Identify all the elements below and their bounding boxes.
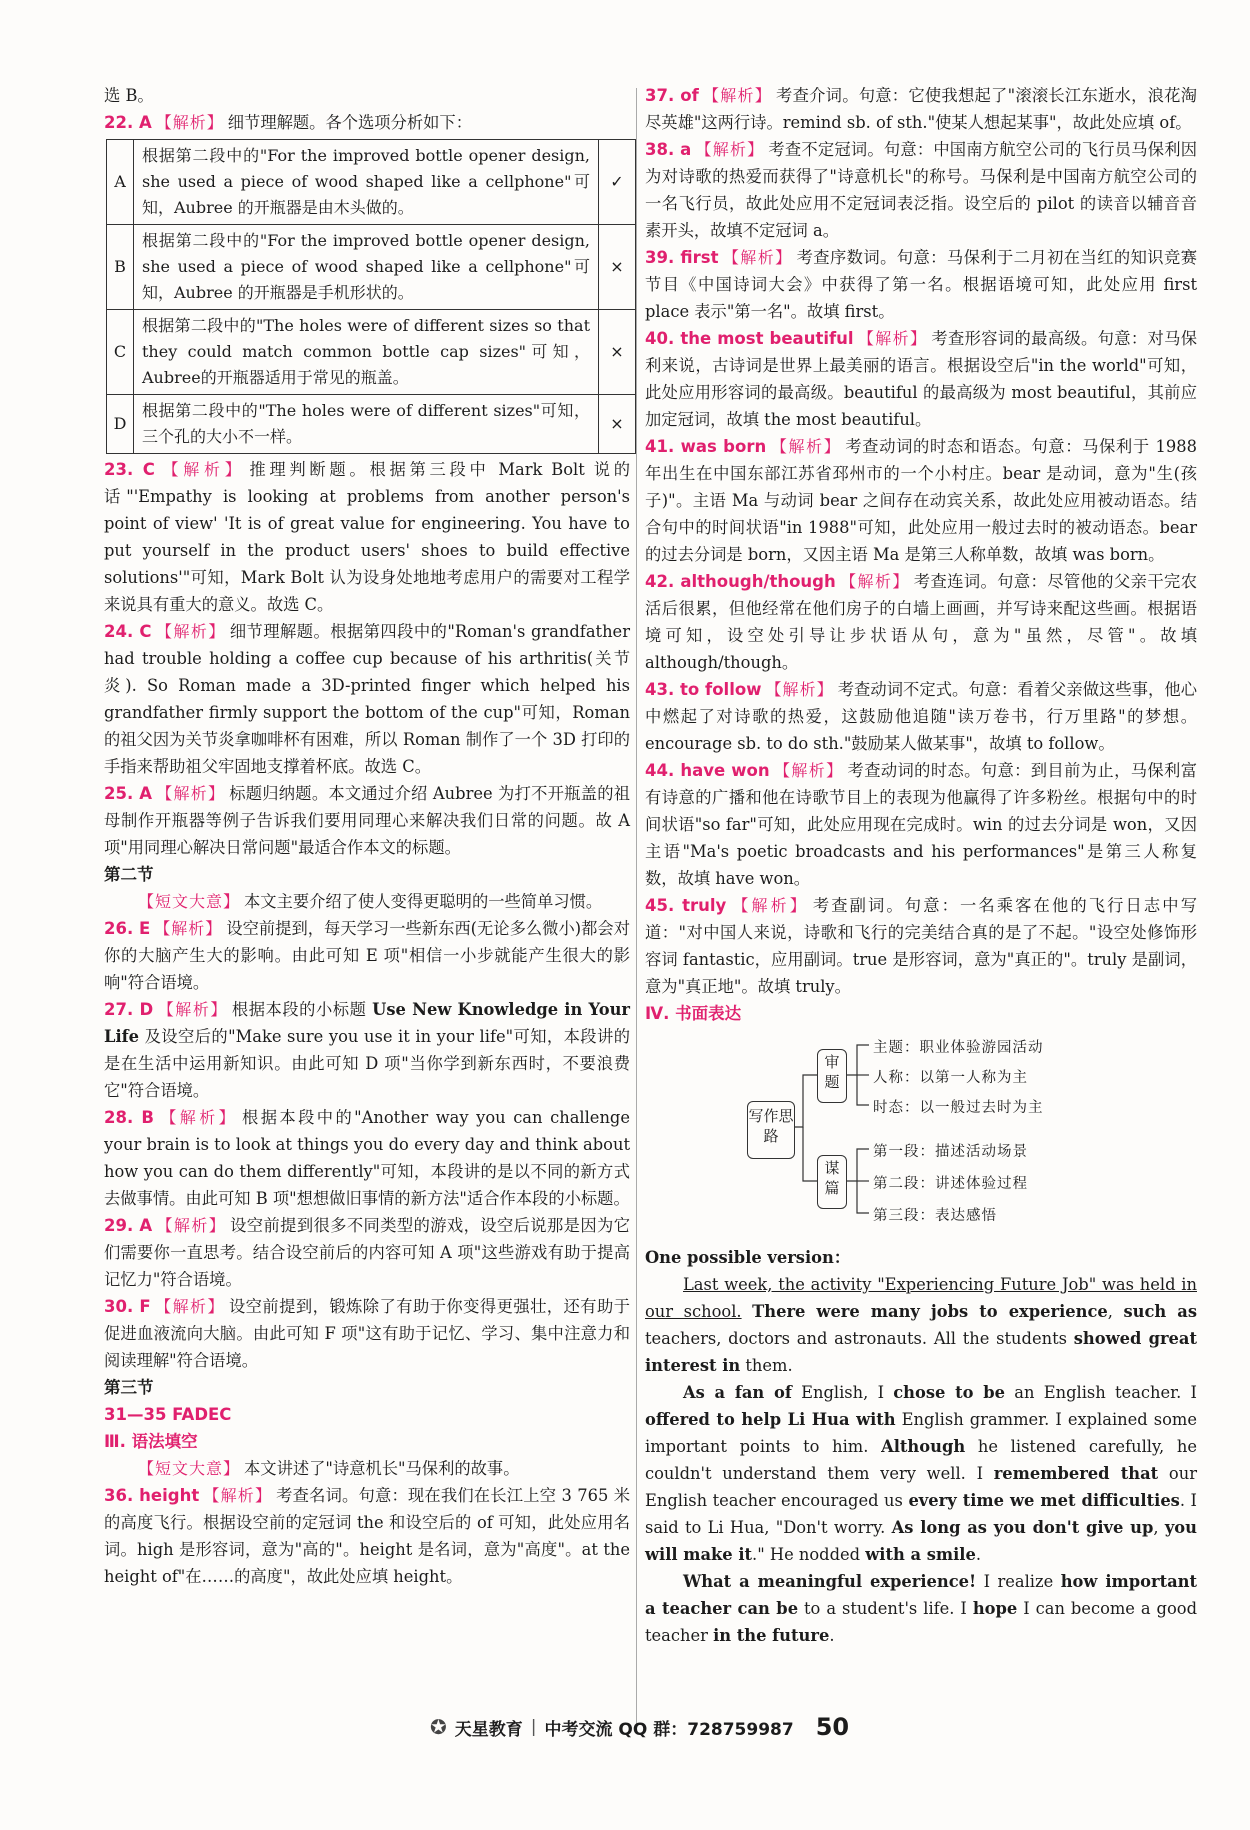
left-column (104, 82, 630, 1590)
answer-42: 42. although/though 【解析】 考查连词。句意：尽管他的父亲干完农活后很累，但他经常在他们房子的白墙上画画，并写诗来配这些画。根据语境可知，设空处引导让步状语从句，意为"虽然，尽管"。故填 although/though。 (645, 572, 1197, 672)
page-footer (430, 1713, 849, 1741)
answer-40: 40. the most beautiful 【解析】 考查形容词的最高级。句意：对马保利来说，古诗词是世界上最美丽的语言。根据设空后"in the world"可知，此处应用形容词的最高级。beautiful 的最高级为 most beautiful，其前应加定冠词，故填 the most beautiful。 (645, 329, 1197, 429)
mindmap-root: 写作思路 (747, 1101, 795, 1159)
model-essay (645, 1271, 1197, 1649)
answer-28: 28. B 【解析】 根据本段中的"Another way you can challenge your brain is to look at things you do every day and think about how you can do them differently"可知，本段讲的是以不同的新方式去做事情。由此可知 B 项"想想做旧事情的新方法"适合作本段的小标题。 (104, 1108, 630, 1208)
section-heading: Ⅲ. 语法填空 (104, 1432, 198, 1451)
answer-30: 30. F 【解析】 设空前提到，锻炼除了有助于你变得更强壮，还有助于促进血液流向大脑。由此可知 F 项"这有助于记忆、学习、集中注意力和阅读理解"符合语境。 (104, 1297, 630, 1370)
prev-answer-tail: 选 B。 (104, 86, 154, 105)
answer-25: 25. A 【解析】 标题归纳题。本文通过介绍 Aubree 为打不开瓶盖的祖母制作开瓶器等例子告诉我们要用同理心来解决我们日常的问题。故 A 项"用同理心解决日常问题"最适合作本文的标题。 (104, 784, 630, 857)
answer-23: 23. C 【解析】 推理判断题。根据第三段中 Mark Bolt 说的话"'Empathy is looking at problems from another person's point of view' 'It is of great value for engineering. You have to put yourself in the product users' shoes to build effective solutions'"可知，Mark Bolt 认为设身处地地考虑用户的需要对工程学来说具有重大的意义。故选 C。 (104, 460, 630, 614)
writing-mindmap (645, 1033, 1197, 1238)
star-logo-icon: ✪ (430, 1715, 447, 1739)
passage-summary: 【短文大意】 本文讲述了"诗意机长"马保利的故事。 (138, 1459, 520, 1478)
answer-37: 37. of 【解析】 考查介词。句意：它使我想起了"滚滚长江东逝水，浪花淘尽英雄"这两行诗。remind sb. of sth."使某人想起某事"，故此处应填 of。 (645, 86, 1197, 132)
answer-41: 41. was born 【解析】 考查动词的时态和语态。句意：马保利于 1988 年出生在中国东部江苏省邳州市的一个小村庄。bear 是动词，意为"生(孩子)"。主语 Ma 与动词 bear 之间存在动宾关系，故此处应用被动语态。结合句中的时间状语"in 1988"可知，此处应用一般过去时的被动语态。bear 的过去分词是 born，又因主语 Ma 是第三人称单数，故填 was born。 (645, 437, 1197, 564)
table-row: D 根据第二段中的"The holes were of different sizes"可知，三个孔的大小不一样。 × (107, 395, 636, 454)
answer-44: 44. have won 【解析】 考查动词的时态。句意：到目前为止，马保利富有诗意的广播和他在诗歌节目上的表现为他赢得了许多粉丝。根据句中的时间状语"so far"可知，此处应用现在完成时。win 的过去分词是 won，又因主语"Ma's poetic broadcasts and his performances"是第三人称复数，故填 have won。 (645, 761, 1197, 888)
answer-22: 22. A 【解析】 细节理解题。各个选项分析如下： (104, 113, 472, 132)
answer-38: 38. a 【解析】 考查不定冠词。句意：中国南方航空公司的飞行员马保利因为对诗歌的热爱而获得了"诗意机长"的称号。马保利是中国南方航空公司的一名飞行员，故此处应用不定冠词表泛指。设空后的 pilot 的读音以辅音音素开头，故填不定冠词 a。 (645, 140, 1197, 240)
answer-43: 43. to follow 【解析】 考查动词不定式。句意：看着父亲做这些事，他心中燃起了对诗歌的热爱，这鼓励他追随"读万卷书，行万里路"的梦想。encourage sb. to do sth."鼓励某人做某事"，故填 to follow。 (645, 680, 1197, 753)
mindmap-branch-moupian: 谋篇 (817, 1155, 847, 1209)
section-heading: 第三节 (104, 1378, 154, 1397)
section-heading: Ⅳ. 书面表达 (645, 1004, 742, 1023)
right-column (645, 82, 1197, 1649)
answer-31-35: 31—35 FADEC (104, 1405, 232, 1424)
brand-name: 天星教育 (454, 1719, 523, 1740)
essay-paragraph-2: As a fan of English, I chose to be an English teacher. I offered to help Li Hua with English grammer. I explained some important points to him. Although he listened carefully, he couldn't understand them very well. I remembered that our English teacher encouraged us every time we met difficulties. I said to Li Hua, "Don't worry. As long as you don't give up, you will make it." He nodded with a smile. (645, 1383, 1197, 1564)
answer-29: 29. A 【解析】 设空前提到很多不同类型的游戏，设空后说那是因为它们需要你一直思考。结合设空前后的内容可知 A 项"这些游戏有助于提高记忆力"符合语境。 (104, 1216, 630, 1289)
footer-divider: | (530, 1717, 537, 1737)
answer-26: 26. E 【解析】 设空前提到，每天学习一些新东西(无论多么微小)都会对你的大脑产生大的影响。由此可知 E 项"相信一小步就能产生很大的影响"符合语境。 (104, 919, 630, 992)
section-heading: 第二节 (104, 865, 154, 884)
mindmap-leaf: 第三段：表达感悟 (873, 1208, 997, 1224)
table-row: B 根据第二段中的"For the improved bottle opener design, she used a piece of wood shaped like a cellphone"可知，Aubree 的开瓶器是手机形状的。 × (107, 225, 636, 310)
page-number: 50 (815, 1713, 850, 1741)
mindmap-branch-shenti: 审题 (817, 1049, 847, 1103)
option-analysis-table (106, 139, 636, 454)
mindmap-leaf: 第一段：描述活动场景 (873, 1144, 1028, 1160)
cross-icon: × (599, 310, 636, 395)
essay-paragraph-3: What a meaningful experience! I realize how important a teacher can be to a student's life. I hope I can become a good teacher in the future. (645, 1572, 1198, 1645)
column-divider (636, 88, 637, 1728)
answer-27: 27. D 【解析】 根据本段的小标题 Use New Knowledge in Your Life 及设空后的"Make sure you use it in your life"可知，本段讲的是在生活中运用新知识。由此可知 D 项"当你学到新东西时，不要浪费它"符合语境。 (104, 1000, 630, 1100)
mindmap-leaf: 主题：职业体验游园活动 (873, 1040, 1044, 1056)
answer-24: 24. C 【解析】 细节理解题。根据第四段中的"Roman's grandfather had trouble holding a coffee cup because of his arthritis(关节炎). So Roman made a 3D-printed finger which helped his grandfather firmly support the bottom of the cup"可知，Roman 的祖父因为关节炎拿咖啡杯有困难，所以 Roman 制作了一个 3D 打印的手指来帮助祖父牢固地支撑着杯底。故选 C。 (104, 622, 630, 776)
cross-icon: × (599, 225, 636, 310)
passage-summary: 【短文大意】 本文主要介绍了使人变得更聪明的一些简单习惯。 (138, 892, 603, 911)
cross-icon: × (599, 395, 636, 454)
table-row: A 根据第二段中的"For the improved bottle opener design, she used a piece of wood shaped like a cellphone"可知，Aubree 的开瓶器是由木头做的。 ✓ (107, 140, 636, 225)
qq-group: 中考交流 QQ 群：728759987 (544, 1719, 794, 1740)
mindmap-leaf: 人称：以第一人称为主 (873, 1070, 1028, 1086)
answer-45: 45. truly 【解析】 考查副词。句意：一名乘客在他的飞行日志中写道："对中国人来说，诗歌和飞行的完美结合真的是了不起。"设空处修饰形容词 fantastic，应用副词。true 是形容词，意为"真正的"。truly 是副词，意为"真正地"。故填 truly。 (645, 896, 1197, 996)
essay-intro: One possible version： (645, 1248, 851, 1267)
check-icon: ✓ (599, 140, 636, 225)
mindmap-leaf: 第二段：讲述体验过程 (873, 1176, 1028, 1192)
mindmap-leaf: 时态：以一般过去时为主 (873, 1100, 1044, 1116)
essay-paragraph-1: Last week, the activity "Experiencing Future Job" was held in our school. There were many jobs to experience, such as teachers, doctors and astronauts. All the students showed great interest in them. (645, 1275, 1197, 1375)
answer-36: 36. height 【解析】 考查名词。句意：现在我们在长江上空 3 765 米的高度飞行。根据设空前的定冠词 the 和设空后的 of 可知，此处应用名词。high 是形容词，意为"高的"。height 是名词，意为"高度"。at the height of"在……的高度"，故此处应填 height。 (104, 1486, 630, 1586)
answer-39: 39. first 【解析】 考查序数词。句意：马保利于二月初在当红的知识竞赛节目《中国诗词大会》中获得了第一名。根据语境可知，此处应用 first place 表示"第一名"。故填 first。 (645, 248, 1197, 321)
table-row: C 根据第二段中的"The holes were of different sizes so that they could match common bottle cap sizes"可知，Aubree的开瓶器适用于常见的瓶盖。 × (107, 310, 636, 395)
